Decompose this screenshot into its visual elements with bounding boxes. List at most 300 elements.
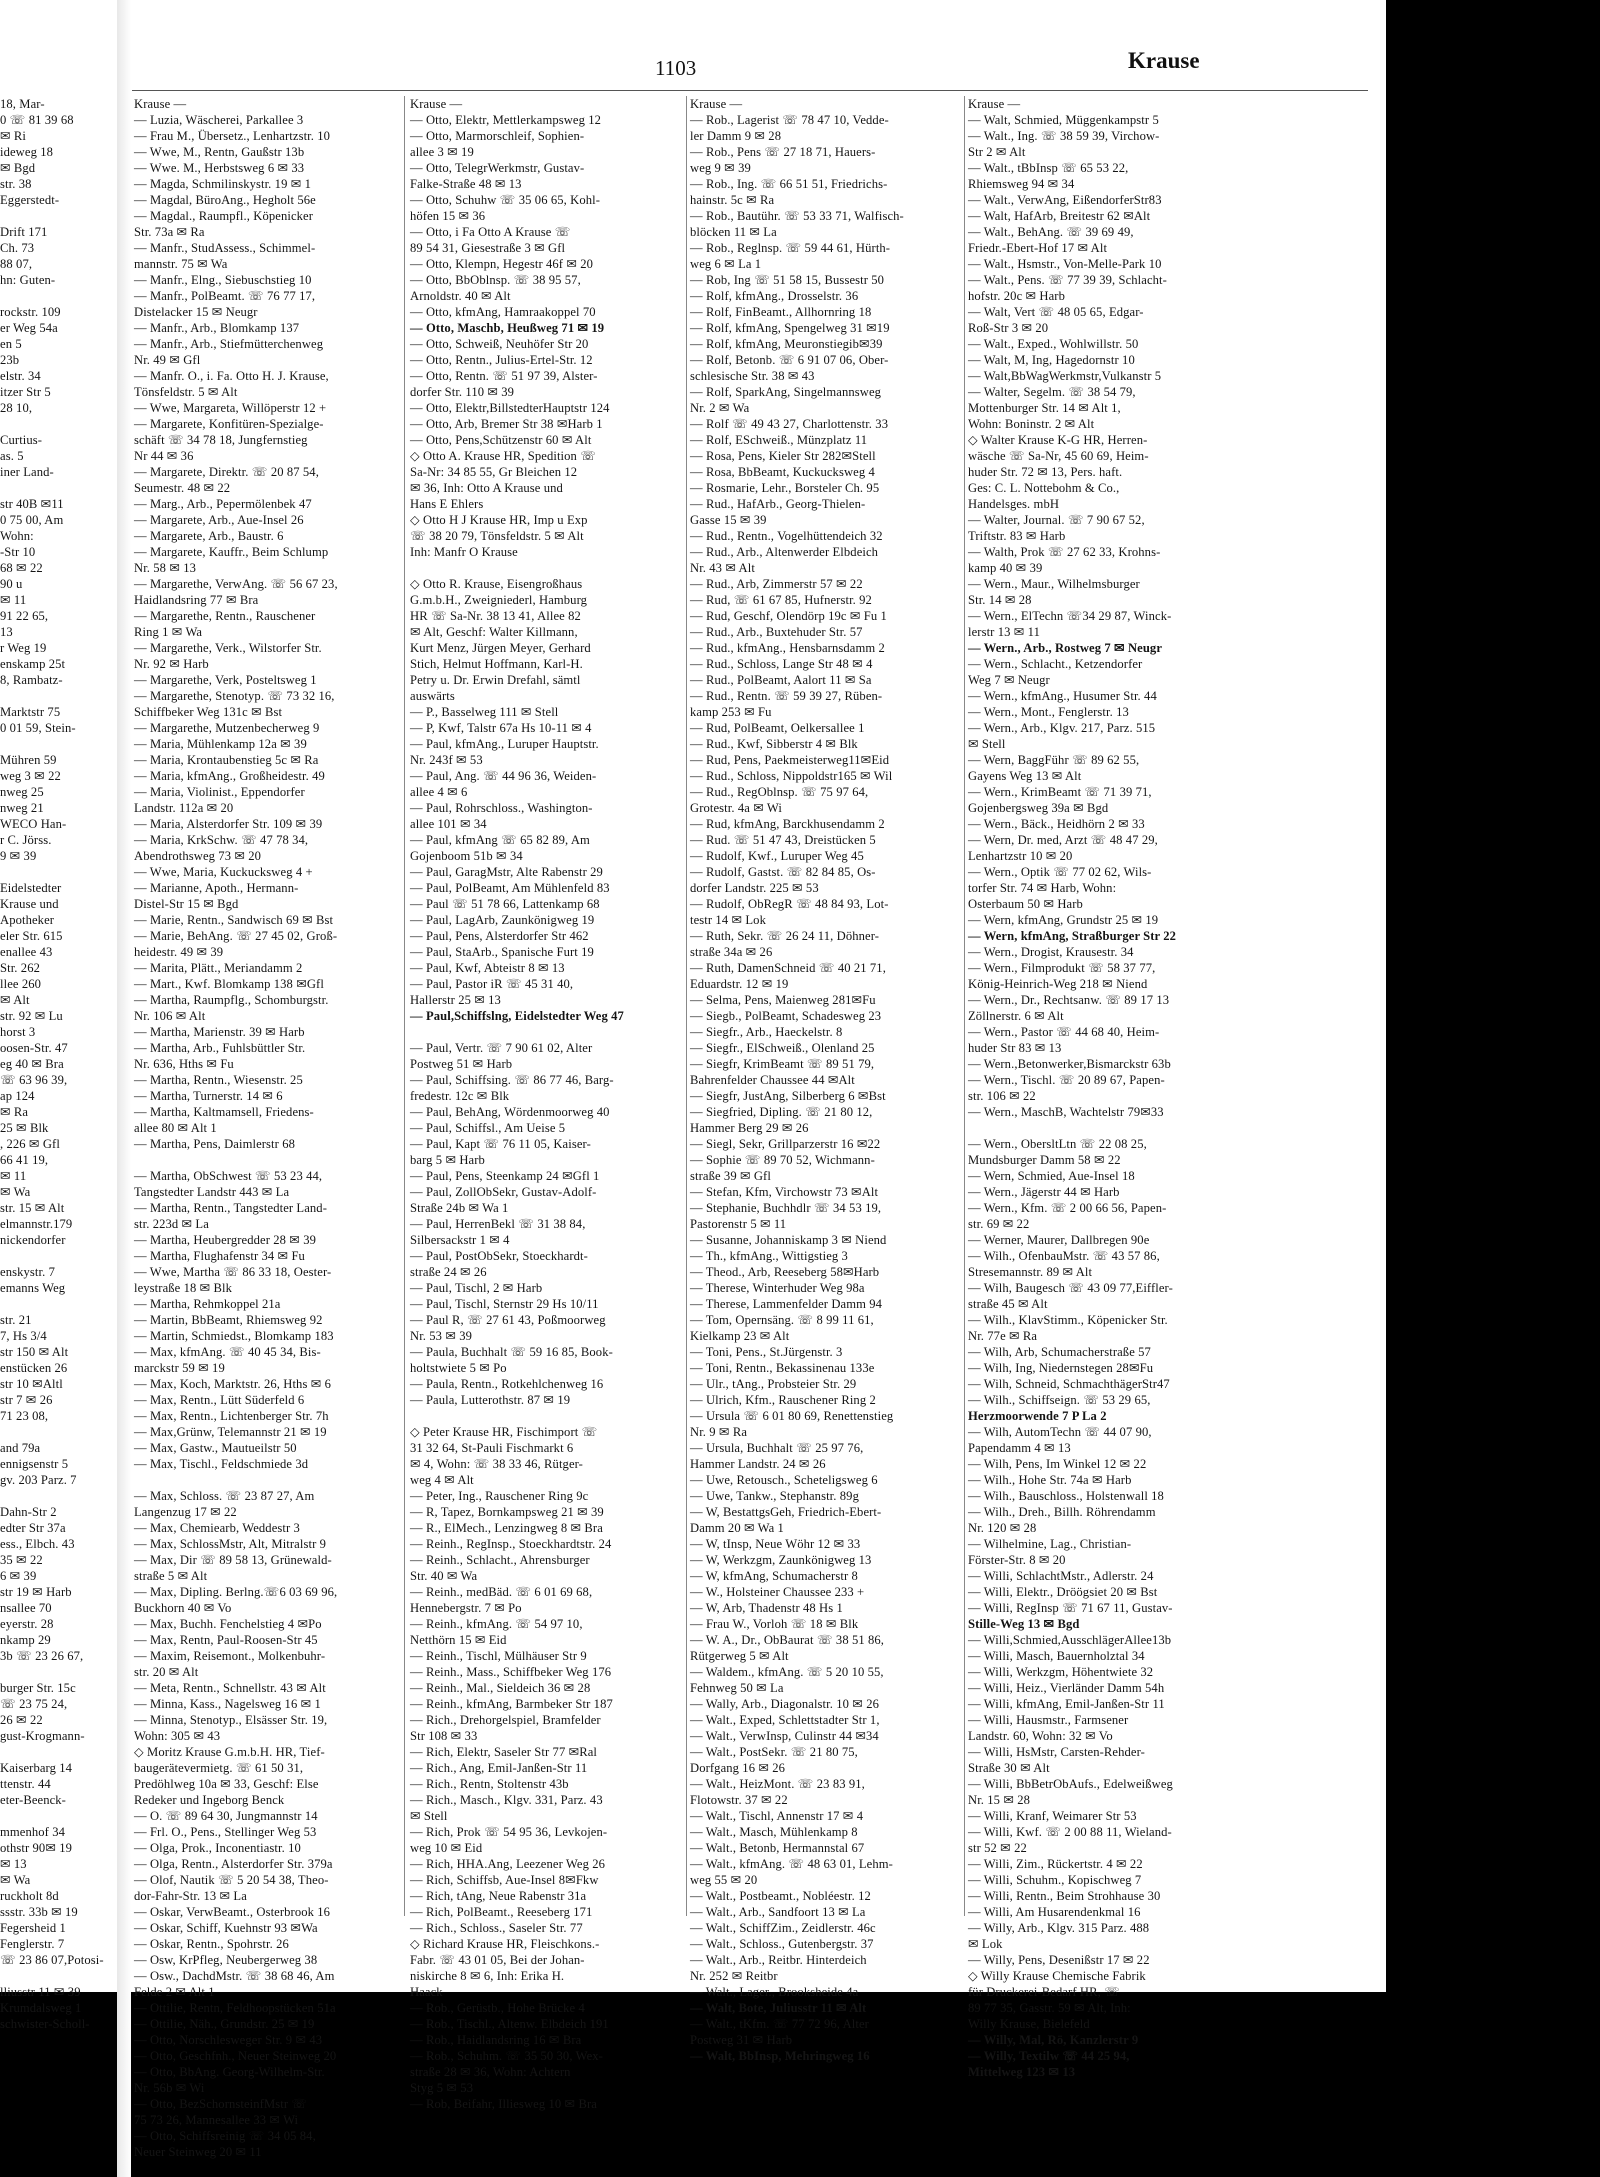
directory-entry-line: — Rud., Schloss, Nippoldstr165 ✉ Wil: [690, 769, 893, 783]
directory-entry-line: — Max, Chemiearb, Weddestr 3: [134, 1521, 300, 1535]
directory-entry-line: Nr. 56b ✉ Wi: [134, 2081, 205, 2095]
directory-entry-line: — Margarete, Arb., Aue-Insel 26: [134, 513, 304, 527]
directory-entry-line: [0, 288, 116, 304]
directory-entry-line: othstr 90✉ 19: [0, 1841, 73, 1855]
directory-entry-line: — Ursula, Buchhalt ☏ 25 97 76,: [690, 1441, 864, 1455]
directory-entry-line: — Willy, Pens, Desenißstr 17 ✉ 22: [968, 1953, 1150, 1967]
directory-entry-line: Eduardstr. 12 ✉ 19: [690, 977, 789, 991]
directory-entry-line: Str 2 ✉ Alt: [968, 145, 1026, 159]
directory-entry-line: — Willi, Rentn., Beim Strohhause 30: [968, 1889, 1161, 1903]
directory-entry-line: — Uwe, Tankw., Stephanstr. 89g: [690, 1489, 859, 1503]
directory-entry-line: — Walt., Arb., Sandfoort 13 ✉ La: [690, 1905, 866, 1919]
page-gutter: [117, 0, 131, 2177]
directory-entry-line: Roß-Str 3 ✉ 20: [968, 321, 1049, 335]
directory-entry-line: — Max, Schloss. ☏ 23 87 27, Am: [134, 1489, 315, 1503]
directory-entry-line: — Wilh, Ing, Niedernstegen 28✉Fu: [968, 1361, 1154, 1375]
directory-entry-line: — Magdal, BüroAng., Hegholt 56e: [134, 193, 316, 207]
directory-entry-line: mmenhof 34: [0, 1825, 66, 1839]
directory-entry-line: Schiffbeker Weg 131c ✉ Bst: [134, 705, 283, 719]
directory-entry-line: Nr. 252 ✉ Reitbr: [690, 1969, 778, 1983]
directory-entry-line: — Rob., Pens ☏ 27 18 71, Hauers-: [690, 145, 876, 159]
directory-entry-line: 91 22 65,: [0, 609, 49, 623]
directory-entry-line: — Otto, BbOblnsp. ☏ 38 95 57,: [410, 273, 581, 287]
directory-entry-line: — Walt, HafArb, Breitestr 62 ✉Alt: [968, 209, 1151, 223]
directory-entry-line: — Martha, Rentn., Tangstedter Land-: [134, 1201, 327, 1215]
directory-entry-line: eyerstr. 28: [0, 1617, 54, 1631]
directory-entry-line: Mühren 59: [0, 753, 57, 767]
directory-entry-line: — Willi, SchlachtMstr., Adlerstr. 24: [968, 1569, 1154, 1583]
directory-entry-line: — Rud., kfmAng., Hensbarnsdamm 2: [690, 641, 885, 655]
directory-entry-line: Krause und: [0, 897, 59, 911]
directory-entry-line: — Paul, GaragMstr, Alte Rabenstr 29: [410, 865, 603, 879]
directory-entry-line: elmannstr.179: [0, 1217, 73, 1231]
directory-entry-line: — Walt., Pens. ☏ 77 39 39, Schlacht-: [968, 273, 1167, 287]
directory-entry-line: — Werner, Maurer, Dallbregen 90e: [968, 1233, 1150, 1247]
directory-entry-line: — Paul, Pens, Steenkamp 24 ✉Gfl 1: [410, 1169, 600, 1183]
directory-entry-line: — Minna, Stenotyp., Elsässer Str. 19,: [134, 1713, 328, 1727]
directory-entry-line: ruckholt 8d: [0, 1889, 59, 1903]
directory-entry-line: ☏ 63 96 39,: [0, 1073, 68, 1087]
directory-entry-line: — Mart., Kwf. Blomkamp 138 ✉Gfl: [134, 977, 324, 991]
directory-entry-line: edter Str 37a: [0, 1521, 66, 1535]
directory-entry-line: str. 223d ✉ La: [134, 1217, 209, 1231]
directory-entry-line: Ring 1 ✉ Wa: [134, 625, 203, 639]
directory-entry-line: — Max, Buchh. Fenchelstieg 4 ✉Po: [134, 1617, 322, 1631]
directory-entry-line: — Paul, ZollObSekr, Gustav-Adolf-: [410, 1185, 597, 1199]
directory-entry-line: für Druckerei-Bedarf HR, ☏: [968, 1985, 1120, 1999]
directory-entry-line: Mittelweg 123 ✉ 13: [968, 2065, 1076, 2079]
directory-entry-line: Predöhlweg 10a ✉ 33, Geschf: Else: [134, 1777, 319, 1791]
directory-entry-line: — Walt, Bote, Juliusstr 11 ✉ Alt: [690, 2001, 867, 2015]
directory-entry-line: — Paul, kfmAng., Luruper Hauptstr.: [410, 737, 599, 751]
directory-entry-line: — Walt., Betonb, Hermannstal 67: [690, 1841, 865, 1855]
directory-entry-line: — Rud. ☏ 51 47 43, Dreistücken 5: [690, 833, 876, 847]
directory-entry-line: — Olof, Nautik ☏ 5 20 54 38, Theo-: [134, 1873, 329, 1887]
directory-entry-line: eler Str. 615: [0, 929, 63, 943]
directory-entry-line: 75 73 26, Mannesallee 33 ✉ Wi: [134, 2113, 299, 2127]
directory-entry-line: ess., Elbch. 43: [0, 1537, 75, 1551]
directory-entry-line: 31 32 64, St-Pauli Fischmarkt 6: [410, 1441, 574, 1455]
scan-border-right: [1386, 0, 1600, 2177]
directory-entry-line: — Willi,Schmied,AusschlägerAllee13b: [968, 1633, 1172, 1647]
directory-entry-line: — Maria, kfmAng., Großheidestr. 49: [134, 769, 325, 783]
directory-entry-line: — Wern, Schmied, Aue-Insel 18: [968, 1169, 1135, 1183]
directory-entry-line: Str. 73a ✉ Ra: [134, 225, 205, 239]
directory-entry-line: — Willi, Zim., Rückertstr. 4 ✉ 22: [968, 1857, 1143, 1871]
directory-entry-line: — Paul, Kwf, Abteistr 8 ✉ 13: [410, 961, 565, 975]
directory-entry-line: — Rob., Lagerist ☏ 78 47 10, Vedde-: [690, 113, 889, 127]
directory-entry-line: [0, 208, 116, 224]
directory-entry-line: — Otto, Schuhw ☏ 35 06 65, Kohl-: [410, 193, 601, 207]
directory-entry-line: oosen-Str. 47: [0, 1041, 68, 1055]
directory-entry-line: — Siegfr., ElSchweiß., Olenland 25: [690, 1041, 875, 1055]
directory-entry-line: — Walt, M, Ing, Hagedornstr 10: [968, 353, 1135, 367]
directory-entry-line: — W. A., Dr., ObBaurat ☏ 38 51 86,: [690, 1633, 885, 1647]
directory-entry-line: ✉ 36, Inh: Otto A Krause und: [410, 481, 563, 495]
directory-entry-line: — Otto, Rentn. ☏ 51 97 39, Alster-: [410, 369, 598, 383]
directory-entry-line: Sa-Nr: 34 85 55, Gr Bleichen 12: [410, 465, 578, 479]
directory-entry-line: — Walt., tBbInsp ☏ 65 53 22,: [968, 161, 1129, 175]
directory-entry-line: mannstr. 75 ✉ Wa: [134, 257, 228, 271]
directory-entry-line: — Otto, Arb, Bremer Str 38 ✉Harb 1: [410, 417, 603, 431]
directory-entry-line: blöcken 11 ✉ La: [690, 225, 777, 239]
directory-entry-line: eter-Beenck-: [0, 1793, 66, 1807]
directory-entry-line: — Oskar, Schiff, Kuehnstr 93 ✉Wa: [134, 1921, 318, 1935]
directory-entry-line: Wohn: Boninstr. 2 ✉ Alt: [968, 417, 1095, 431]
directory-entry-line: — Walt., Lager., Brooksheide 4a: [690, 1985, 859, 1999]
directory-entry-line: — Max,Grünw, Telemannstr 21 ✉ 19: [134, 1425, 327, 1439]
directory-entry-line: burger Str. 15c: [0, 1681, 76, 1695]
directory-entry-line: hainstr. 5c ✉ Ra: [690, 193, 775, 207]
directory-entry-line: — Martha, Pens, Daimlerstr 68: [134, 1137, 295, 1151]
directory-entry-line: — Wern, kfmAng, Grundstr 25 ✉ 19: [968, 913, 1159, 927]
directory-entry-line: — Minna, Kass., Nagelsweg 16 ✉ 1: [134, 1697, 321, 1711]
directory-entry-line: — Wwe, Maria, Kuckucksweg 4 +: [134, 865, 313, 879]
directory-entry-line: — Maria, Krontaubenstieg 5c ✉ Ra: [134, 753, 319, 767]
directory-entry-line: — Paul, Rohrschloss., Washington-: [410, 801, 593, 815]
directory-entry-line: Herzmoorwende 7 P La 2: [968, 1409, 1107, 1423]
directory-entry-line: — Rosmarie, Lehr., Borsteler Ch. 95: [690, 481, 880, 495]
directory-entry-line: — Otto, Schweiß, Neuhöfer Str 20: [410, 337, 589, 351]
directory-entry-line: — Margarete, Arb., Baustr. 6: [134, 529, 284, 543]
directory-entry-line: Pastorenstr 5 ✉ 11: [690, 1217, 787, 1231]
directory-entry-line: huder Str 83 ✉ 13: [968, 1041, 1062, 1055]
directory-entry-line: — Paul, Kapt ☏ 76 11 05, Kaiser-: [410, 1137, 591, 1151]
directory-entry-line: — Wern., Jägerstr 44 ✉ Harb: [968, 1185, 1120, 1199]
directory-entry-line: — Wern., Drogist, Krausestr. 34: [968, 945, 1134, 959]
directory-entry-line: — Manfr., Arb., Blomkamp 137: [134, 321, 300, 335]
directory-entry-line: — Otto, BbAng. Georg-Wilhelm-Str.: [134, 2065, 325, 2079]
directory-entry-line: schwister-Scholl-: [0, 2017, 90, 2031]
directory-entry-line: — Rob., Bautühr. ☏ 53 33 71, Walfisch-: [690, 209, 904, 223]
directory-entry-line: — Martin, BbBeamt, Rhiemsweg 92: [134, 1313, 323, 1327]
directory-entry-line: marckstr 59 ✉ 19: [134, 1361, 225, 1375]
directory-entry-line: Marktstr 75: [0, 705, 61, 719]
directory-entry-line: — W, tInsp, Neue Wöhr 12 ✉ 33: [690, 1537, 861, 1551]
directory-entry-line: — Rud, Geschf, Olendörp 19c ✉ Fu 1: [690, 609, 887, 623]
directory-entry-line: ✉ Lok: [968, 1937, 1003, 1951]
directory-entry-line: — Toni, Pens., St.Jürgenstr. 3: [690, 1345, 843, 1359]
directory-entry-line: ✉ Alt, Geschf: Walter Killmann,: [410, 625, 578, 639]
directory-entry-line: Redeker und Ingeborg Benck: [134, 1793, 285, 1807]
directory-entry-line: — Sophie ☏ 89 70 52, Wichmann-: [690, 1153, 875, 1167]
directory-entry-line: Str 108 ✉ 33: [410, 1729, 478, 1743]
directory-entry-line: allee 101 ✉ 34: [410, 817, 487, 831]
directory-entry-line: and 79a: [0, 1441, 41, 1455]
directory-entry-line: ideweg 18: [0, 145, 54, 159]
directory-entry-line: Curtius-: [0, 433, 43, 447]
directory-entry-line: — Wern., Arb., Rostweg 7 ✉ Neugr: [968, 641, 1163, 655]
directory-entry-line: straße 39 ✉ Gfl: [690, 1169, 771, 1183]
directory-entry-line: Gojenboom 51b ✉ 34: [410, 849, 523, 863]
directory-entry-line: — Wilh., OfenbauMstr. ☏ 43 57 86,: [968, 1249, 1160, 1263]
directory-entry-line: — Rich, HHA.Ang, Leezener Weg 26: [410, 1857, 606, 1871]
directory-entry-line: baugerätevermietg. ☏ 61 50 31,: [134, 1761, 304, 1775]
directory-entry-line: — Rud., Kwf, Sibberstr 4 ✉ Blk: [690, 737, 858, 751]
directory-entry-line: ◇ Moritz Krause G.m.b.H. HR, Tief-: [134, 1745, 325, 1759]
header-rule: [132, 90, 1368, 91]
directory-entry-line: hofstr. 20c ✉ Harb: [968, 289, 1065, 303]
directory-entry-line: weg 9 ✉ 39: [690, 161, 751, 175]
directory-entry-line: — Maria, Alsterdorfer Str. 109 ✉ 39: [134, 817, 323, 831]
directory-entry-line: — Walt, Vert ☏ 48 05 65, Edgar-: [968, 305, 1144, 319]
directory-entry-line: — Paul, kfmAng ☏ 65 82 89, Am: [410, 833, 590, 847]
directory-entry-line: Straße 30 ✉ Alt: [968, 1761, 1050, 1775]
directory-entry-line: — Walt., PostSekr. ☏ 21 80 75,: [690, 1745, 858, 1759]
directory-entry-line: — Willi, Kwf. ☏ 2 00 88 11, Wieland-: [968, 1825, 1172, 1839]
directory-entry-line: — Walt., SchiffZim., Zeidlerstr. 46c: [690, 1921, 876, 1935]
directory-entry-line: — Wwe, Margareta, Willöperstr 12 +: [134, 401, 327, 415]
directory-entry-line: — Maria, KrkSchw. ☏ 47 78 34,: [134, 833, 309, 847]
directory-entry-line: Landstr. 112a ✉ 20: [134, 801, 234, 815]
directory-entry-line: — Rich, tAng, Neue Rabenstr 31a: [410, 1889, 587, 1903]
directory-entry-line: fredestr. 12c ✉ Blk: [410, 1089, 510, 1103]
directory-entry-line: — Margarethe, VerwAng. ☏ 56 67 23,: [134, 577, 338, 591]
directory-entry-line: — Rolf, kfmAng., Drosselstr. 36: [690, 289, 859, 303]
directory-entry-line: er Weg 54a: [0, 321, 58, 335]
directory-entry-line: — Rob., Tischl., Altenw. Elbdeich 191: [410, 2017, 609, 2031]
directory-entry-line: str. 20 ✉ Alt: [134, 1665, 199, 1679]
directory-entry-line: — Rud., Arb, Zimmerstr 57 ✉ 22: [690, 577, 863, 591]
directory-entry-line: 7, Hs 3/4: [0, 1329, 47, 1343]
directory-entry-line: — Reinh., kfmAng. ☏ 54 97 10,: [410, 1617, 583, 1631]
directory-entry-line: Zöllnerstr. 6 ✉ Alt: [968, 1009, 1064, 1023]
directory-entry-line: — Rolf, Betonb. ☏ 6 91 07 06, Ober-: [690, 353, 889, 367]
directory-entry-line: — Frau W., Vorloh ☏ 18 ✉ Blk: [690, 1617, 859, 1631]
directory-entry-line: Krumdalsweg 1: [0, 2001, 82, 2015]
directory-entry-line: — Rich., Ang, Emil-Janßen-Str 11: [410, 1761, 588, 1775]
directory-entry-line: — Willi, HsMstr, Carsten-Rehder-: [968, 1745, 1145, 1759]
directory-entry-line: ssstr. 33b ✉ 19: [0, 1905, 78, 1919]
directory-entry-line: Fabr. ☏ 43 01 05, Bei der Johan-: [410, 1953, 585, 1967]
directory-entry-line: nkamp 29: [0, 1633, 51, 1647]
directory-entry-line: — Walt., BehAng. ☏ 39 69 49,: [968, 225, 1134, 239]
directory-entry-line: Nr. 243f ✉ 53: [410, 753, 483, 767]
directory-entry-line: — Wern., Arb., Klgv. 217, Parz. 515: [968, 721, 1156, 735]
directory-entry-line: — Walth, Prok ☏ 27 62 33, Krohns-: [968, 545, 1161, 559]
directory-entry-line: heidestr. 49 ✉ 39: [134, 945, 224, 959]
directory-entry-line: Nr. 120 ✉ 28: [968, 1521, 1037, 1535]
directory-entry-line: Grotestr. 4a ✉ Wi: [690, 801, 782, 815]
directory-entry-line: ✉ 11: [0, 593, 27, 607]
directory-entry-line: — Maria, Mühlenkamp 12a ✉ 39: [134, 737, 307, 751]
directory-entry-line: , 226 ✉ Gfl: [0, 1137, 60, 1151]
directory-entry-line: str. 15 ✉ Alt: [0, 1201, 65, 1215]
directory-entry-line: Stille-Weg 13 ✉ Bgd: [968, 1617, 1080, 1631]
directory-entry-line: — Peter, Ing., Rauschener Ring 9c: [410, 1489, 589, 1503]
directory-entry-line: weg 3 ✉ 22: [0, 769, 61, 783]
directory-entry-line: — Rosa, Pens, Kieler Str 282✉Stell: [690, 449, 876, 463]
directory-entry-line: — Theod., Arb, Reeseberg 58✉Harb: [690, 1265, 880, 1279]
directory-entry-line: — Tom, Opernsäng. ☏ 8 99 11 61,: [690, 1313, 874, 1327]
directory-entry-line: [0, 864, 116, 880]
directory-entry-line: — Wilh., Hohe Str. 74a ✉ Harb: [968, 1473, 1132, 1487]
directory-entry-line: — Wern., Pastor ☏ 44 68 40, Heim-: [968, 1025, 1160, 1039]
directory-entry-line: — P., Basselweg 111 ✉ Stell: [410, 705, 559, 719]
directory-entry-line: — Max, Dir ☏ 89 58 13, Grünewald-: [134, 1553, 332, 1567]
directory-entry-line: — Martha, Arb., Fuhlsbüttler Str.: [134, 1041, 306, 1055]
directory-entry-line: — Rich., Schloss., Saseler Str. 77: [410, 1921, 583, 1935]
directory-entry-line: — Wern., KrimBeamt ☏ 71 39 71,: [968, 785, 1152, 799]
directory-entry-line: — Manfr., Elng., Siebuschstieg 10: [134, 273, 312, 287]
directory-entry-line: — Otto, Klempn, Hegestr 46f ✉ 20: [410, 257, 594, 271]
directory-entry-line: — Wern., Optik ☏ 77 02 62, Wils-: [968, 865, 1152, 879]
directory-entry-line: — Rud, ☏ 61 67 85, Hufnerstr. 92: [690, 593, 872, 607]
directory-entry-line: Netthörn 15 ✉ Eid: [410, 1633, 507, 1647]
directory-entry-line: wäsche ☏ Sa-Nr, 45 60 69, Heim-: [968, 449, 1149, 463]
directory-entry-line: — Rich, Schiffsb, Aue-Insel 8✉Fkw: [410, 1873, 599, 1887]
directory-entry-line: — Rolf, SparkAng, Singelmannsweg: [690, 385, 882, 399]
directory-entry-line: str 10 ✉Altl: [0, 1377, 63, 1391]
directory-entry-line: straße 5 ✉ Alt: [134, 1569, 208, 1583]
directory-entry-line: — Willi, kfmAng, Emil-Janßen-Str 11: [968, 1697, 1165, 1711]
directory-entry-line: en 5: [0, 337, 22, 351]
directory-entry-line: enskystr. 7: [0, 1265, 55, 1279]
directory-entry-line: Distelacker 15 ✉ Neugr: [134, 305, 258, 319]
directory-entry-line: rockstr. 109: [0, 305, 61, 319]
directory-entry-line: — Rudolf, Kwf., Luruper Weg 45: [690, 849, 864, 863]
directory-entry-line: Handelsges. mbH: [968, 497, 1060, 511]
directory-entry-line: — Osw., DachdMstr. ☏ 38 68 46, Am: [134, 1969, 335, 1983]
directory-entry-line: — Max, SchlossMstr, Alt, Mitralstr 9: [134, 1537, 327, 1551]
directory-entry-line: lerstr 13 ✉ 11: [968, 625, 1040, 639]
directory-entry-line: — Walt., Schloss., Gutenbergstr. 37: [690, 1937, 874, 1951]
directory-entry-line: Nr. 43 ✉ Alt: [690, 561, 755, 575]
directory-entry-line: str 52 ✉ 22: [968, 1841, 1027, 1855]
directory-entry-line: Gayens Weg 13 ✉ Alt: [968, 769, 1082, 783]
directory-entry-line: Eidelstedter: [0, 881, 62, 895]
directory-entry-line: — Otto, Rentn., Julius-Ertel-Str. 12: [410, 353, 593, 367]
directory-entry-line: — Walt., Postbeamt., Nobléestr. 12: [690, 1889, 871, 1903]
directory-entry-line: — Reinh., Mal., Sieldeich 36 ✉ 28: [410, 1681, 591, 1695]
directory-entry-line: — Wern., Filmprodukt ☏ 58 37 77,: [968, 961, 1156, 975]
directory-entry-line: Hammer Landstr. 24 ✉ 26: [690, 1457, 826, 1471]
directory-entry-line: — Willi, Elektr., Dröögsiet 20 ✉ Bst: [968, 1585, 1158, 1599]
directory-entry-line: Hallerstr 25 ✉ 13: [410, 993, 501, 1007]
directory-entry-line: ler Damm 9 ✉ 28: [690, 129, 782, 143]
directory-entry-line: 28 10,: [0, 401, 33, 415]
directory-entry-line: Inh: Manfr O Krause: [410, 545, 518, 559]
directory-entry-line: — Paul R, ☏ 27 61 43, Poßmoorweg: [410, 1313, 606, 1327]
directory-entry-line: Postweg 51 ✉ Harb: [410, 1057, 513, 1071]
directory-entry-line: — Margarete, Konfitüren-Spezialge-: [134, 417, 324, 431]
directory-entry-line: — Luzia, Wäscherei, Parkallee 3: [134, 113, 304, 127]
directory-entry-line: — Rud, PolBeamt, Oelkersallee 1: [690, 721, 865, 735]
directory-entry-line: 3b ☏ 23 26 67,: [0, 1649, 84, 1663]
directory-entry-line: hn: Guten-: [0, 273, 56, 287]
directory-entry-line: — Otto, TelegrWerkmstr, Gustav-: [410, 161, 585, 175]
directory-entry-line: — Paula, Lutterothstr. 87 ✉ 19: [410, 1393, 571, 1407]
directory-entry-line: ◇ Peter Krause HR, Fischimport ☏: [410, 1425, 598, 1439]
running-head: Krause: [1128, 48, 1200, 73]
directory-entry-line: — Margarethe, Rentn., Rauschener: [134, 609, 316, 623]
directory-entry-line: — Olga, Prok., Inconentiastr. 10: [134, 1841, 301, 1855]
directory-entry-line: — Walter, Journal. ☏ 7 90 67 52,: [968, 513, 1145, 527]
directory-entry-line: testr 14 ✉ Lok: [690, 913, 766, 927]
directory-entry-line: str 150 ✉ Alt: [0, 1345, 69, 1359]
directory-entry-line: ◇ Walter Krause K-G HR, Herren-: [968, 433, 1148, 447]
directory-entry-line: — Therese, Lammenfelder Damm 94: [690, 1297, 883, 1311]
directory-entry-line: Haack: [410, 1985, 443, 1999]
directory-entry-line: Damm 20 ✉ Wa 1: [690, 1521, 784, 1535]
directory-entry-line: — Siegfr, JustAng, Silberberg 6 ✉Bst: [690, 1089, 886, 1103]
directory-entry-line: — Ottilie, Rentn, Feldhoopstücken 51a: [134, 2001, 336, 2015]
directory-entry-line: ennigsenstr 5: [0, 1457, 69, 1471]
directory-entry-line: 89 54 31, Giesestraße 3 ✉ Gfl: [410, 241, 566, 255]
directory-entry-line: — Siegfr., Arb., Haeckelstr. 8: [690, 1025, 843, 1039]
column-4: [968, 96, 1244, 2086]
directory-entry-line: — Margarete, Kauffr., Beim Schlump: [134, 545, 329, 559]
directory-entry-line: Flotowstr. 37 ✉ 22: [690, 1793, 788, 1807]
directory-entry-line: str. 38: [0, 177, 32, 191]
directory-entry-line: ttenstr. 44: [0, 1777, 51, 1791]
column-divider: [686, 96, 687, 1916]
directory-entry-line: — Otto, Geschfnh., Neuer Steinweg 20: [134, 2049, 337, 2063]
directory-entry-line: — Otto, Elektr,BillstedterHauptstr 124: [410, 401, 610, 415]
directory-entry-line: 0 01 59, Stein-: [0, 721, 76, 735]
directory-entry-line: weg 10 ✉ Eid: [410, 1841, 483, 1855]
directory-entry-line: — Rudolf, ObRegR ☏ 48 84 93, Lot-: [690, 897, 889, 911]
directory-entry-line: — Walt., tKfm. ☏ 77 72 96, Alter: [690, 2017, 869, 2031]
directory-entry-line: — Walt., Hsmstr., Von-Melle-Park 10: [968, 257, 1162, 271]
column-1: [134, 96, 399, 2159]
directory-entry-line: — Otto, Elektr, Mettlerkampsweg 12: [410, 113, 602, 127]
directory-entry-line: — Th., kfmAng., Wittigstieg 3: [690, 1249, 848, 1263]
directory-entry-line: — Walt, Schmied, Müggenkampstr 5: [968, 113, 1159, 127]
directory-entry-line: — Wwe. M., Herbstsweg 6 ✉ 33: [134, 161, 305, 175]
directory-entry-line: — Ursula ☏ 6 01 80 69, Renettenstieg: [690, 1409, 894, 1423]
directory-entry-line: Felde 2 ✉ Alt 1: [134, 1985, 215, 1999]
directory-entry-line: auswärts: [410, 689, 455, 703]
directory-entry-line: — Wilh, AutomTechn ☏ 44 07 90,: [968, 1425, 1152, 1439]
directory-entry-line: Willy Krause, Bielefeld: [968, 2017, 1090, 2031]
directory-entry-line: — Margarete, Direktr. ☏ 20 87 54,: [134, 465, 319, 479]
directory-entry-line: Bahrenfelder Chaussee 44 ✉Alt: [690, 1073, 855, 1087]
directory-entry-line: — Magdal., Raumpfl., Köpenicker: [134, 209, 314, 223]
directory-entry-line: ◇ Otto H J Krause HR, Imp u Exp: [410, 513, 588, 527]
directory-entry-line: — Frl. O., Pens., Stellinger Weg 53: [134, 1825, 317, 1839]
directory-entry-line: lliusstr 11 ✉ 39: [0, 1985, 81, 1999]
directory-entry-line: — Willy, Textilw ☏ 44 25 94,: [968, 2049, 1130, 2063]
directory-entry-line: ◇ Otto R. Krause, Eisengroßhaus: [410, 577, 583, 591]
directory-entry-line: 89 77 35, Gasstr. 59 ✉ Alt, Inh:: [968, 2001, 1131, 2015]
directory-entry-line: — Willi, Schuhm., Kopischweg 7: [968, 1873, 1142, 1887]
directory-entry-line: — Margarethe, Mutzenbecherweg 9: [134, 721, 320, 735]
directory-entry-line: Tangstedter Landstr 443 ✉ La: [134, 1185, 290, 1199]
directory-entry-line: — Wern., Kfm. ☏ 2 00 66 56, Papen-: [968, 1201, 1167, 1215]
directory-entry-line: — W., Holsteiner Chaussee 233 +: [690, 1585, 865, 1599]
directory-entry-line: — Stephanie, Buchhdlr ☏ 34 53 19,: [690, 1201, 882, 1215]
column-fragment-left: [0, 96, 116, 2086]
directory-entry-line: dorfer Landstr. 225 ✉ 53: [690, 881, 819, 895]
directory-entry-line: str 40B ✉11: [0, 497, 64, 511]
directory-entry-line: — Otto, Maschb, Heußweg 71 ✉ 19: [410, 321, 605, 335]
directory-entry-line: ✉ 13: [0, 1857, 27, 1871]
directory-entry-line: — Ottilie, Näh., Grundstr. 25 ✉ 19: [134, 2017, 315, 2031]
directory-entry-line: — Paul, PolBeamt, Am Mühlenfeld 83: [410, 881, 610, 895]
directory-entry-line: Fenglerstr. 7: [0, 1937, 65, 1951]
directory-entry-line: Eggerstedt-: [0, 193, 60, 207]
directory-entry-line: — Rob., Ing. ☏ 66 51 51, Friedrichs-: [690, 177, 888, 191]
directory-entry-line: — Wilhelmine, Lag., Christian-: [968, 1537, 1132, 1551]
directory-entry-line: — Walt., Arb., Reitbr. Hinterdeich: [690, 1953, 867, 1967]
directory-entry-line: weg 4 ✉ Alt: [410, 1473, 474, 1487]
directory-entry-line: kamp 40 ✉ 39: [968, 561, 1043, 575]
directory-entry-line: — Oskar, VerwBeamt., Osterbrook 16: [134, 1905, 331, 1919]
directory-entry-line: — Rolf, kfmAng, Spengelweg 31 ✉19: [690, 321, 890, 335]
directory-entry-line: — Rud., RegOblnsp. ☏ 75 97 64,: [690, 785, 869, 799]
directory-entry-line: Abendrothsweg 73 ✉ 20: [134, 849, 262, 863]
